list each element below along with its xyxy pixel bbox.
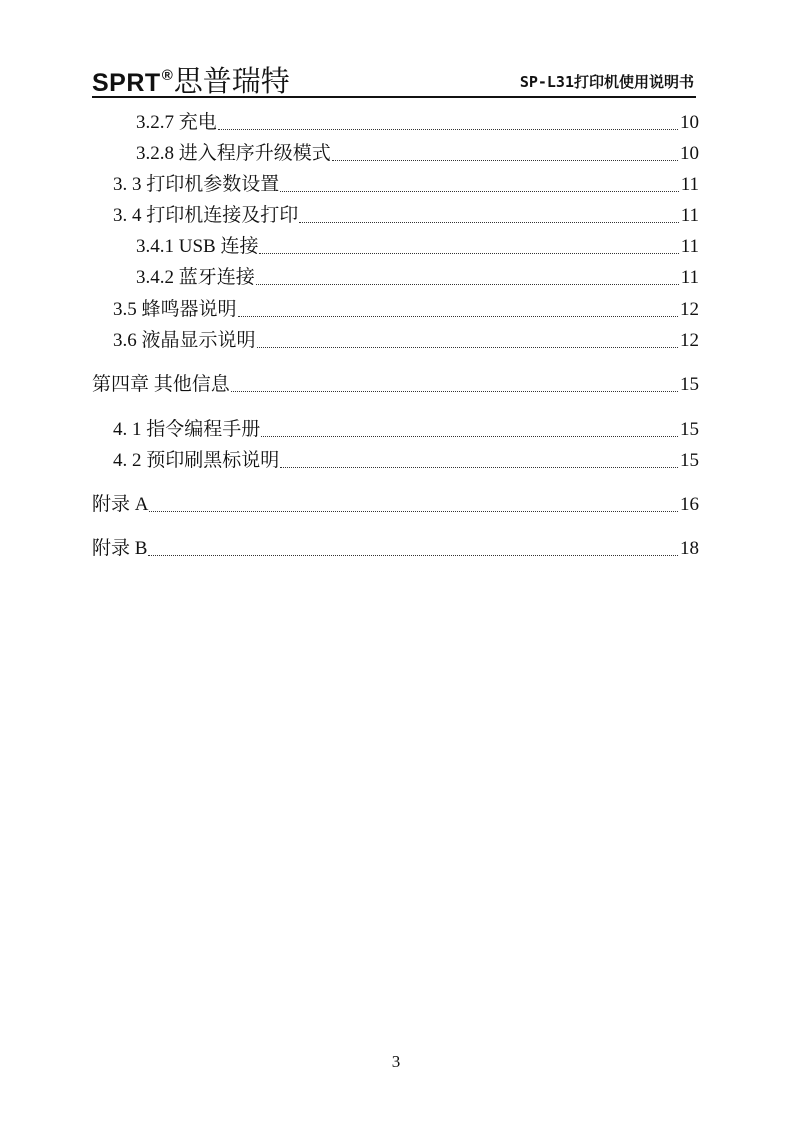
toc-entry-title: 3.4.1 USB 连接	[136, 236, 259, 257]
toc-entry-page: 15	[680, 419, 699, 440]
toc-entry[interactable]	[92, 492, 699, 518]
toc-entry-page: 11	[680, 174, 699, 195]
toc-entry-page: 12	[680, 299, 699, 320]
toc-entry-title: 3.2.7 充电	[136, 112, 217, 133]
toc-dot-leader	[238, 316, 678, 317]
toc-entry-title: 3.2.8 进入程序升级模式	[136, 143, 331, 164]
toc-dot-leader	[149, 511, 678, 512]
toc-entry[interactable]	[136, 110, 699, 136]
toc-entry-title: 3.6 液晶显示说明	[113, 330, 256, 351]
toc-dot-leader	[299, 222, 678, 223]
brand-logo	[92, 64, 290, 98]
brand-name-en: SPRT	[92, 69, 161, 97]
toc-dot-leader	[218, 129, 678, 130]
toc-dot-leader	[148, 555, 678, 556]
toc-dot-leader	[259, 253, 678, 254]
toc-entry-page: 11	[680, 205, 699, 226]
toc-entry[interactable]	[113, 172, 699, 198]
toc-entry-title: 4. 2 预印刷黑标说明	[113, 450, 280, 471]
toc-entry-page: 12	[680, 330, 699, 351]
toc-entry-title: 第四章 其他信息	[92, 374, 230, 395]
toc-entry[interactable]	[113, 328, 699, 354]
toc-entry-title: 3.5 蜂鸣器说明	[113, 299, 237, 320]
toc-dot-leader	[257, 347, 678, 348]
toc-entry-title: 3. 4 打印机连接及打印	[113, 205, 299, 226]
registered-mark: ®	[161, 67, 173, 84]
page-header	[92, 56, 696, 98]
toc-entry[interactable]	[113, 417, 699, 443]
toc-entry-title: 3. 3 打印机参数设置	[113, 174, 280, 195]
toc-dot-leader	[261, 436, 678, 437]
toc-dot-leader	[256, 284, 679, 285]
brand-name-cn: 思普瑞特	[173, 64, 290, 98]
toc-entry[interactable]	[92, 536, 699, 562]
toc-dot-leader	[280, 191, 678, 192]
toc-entry-page: 10	[680, 112, 699, 133]
toc-dot-leader	[231, 391, 678, 392]
toc-entry[interactable]	[113, 448, 699, 474]
toc-entry[interactable]	[136, 141, 699, 167]
toc-entry-page: 16	[680, 494, 699, 515]
toc-dot-leader	[332, 160, 678, 161]
toc-entry-page: 18	[680, 538, 699, 559]
toc-entry[interactable]	[136, 234, 699, 260]
toc-entry[interactable]	[92, 372, 699, 398]
toc-entry-page: 15	[680, 374, 699, 395]
page-number: 3	[391, 1052, 401, 1071]
toc-entry-page: 10	[680, 143, 699, 164]
toc-entry-page: 11	[680, 236, 699, 257]
toc-entry-page: 11	[680, 267, 699, 288]
toc-dot-leader	[280, 467, 678, 468]
toc-entry-page: 15	[680, 450, 699, 471]
toc-entry-title: 3.4.2 蓝牙连接	[136, 267, 255, 288]
document-title: SP-L31打印机使用说明书	[519, 73, 694, 91]
toc-entry[interactable]	[136, 265, 699, 291]
toc-entry-title: 4. 1 指令编程手册	[113, 419, 261, 440]
toc-entry[interactable]	[113, 203, 699, 229]
toc-entry-title: 附录 B	[92, 538, 148, 559]
toc-entry-title: 附录 A	[92, 494, 149, 515]
toc-entry[interactable]	[113, 297, 699, 323]
